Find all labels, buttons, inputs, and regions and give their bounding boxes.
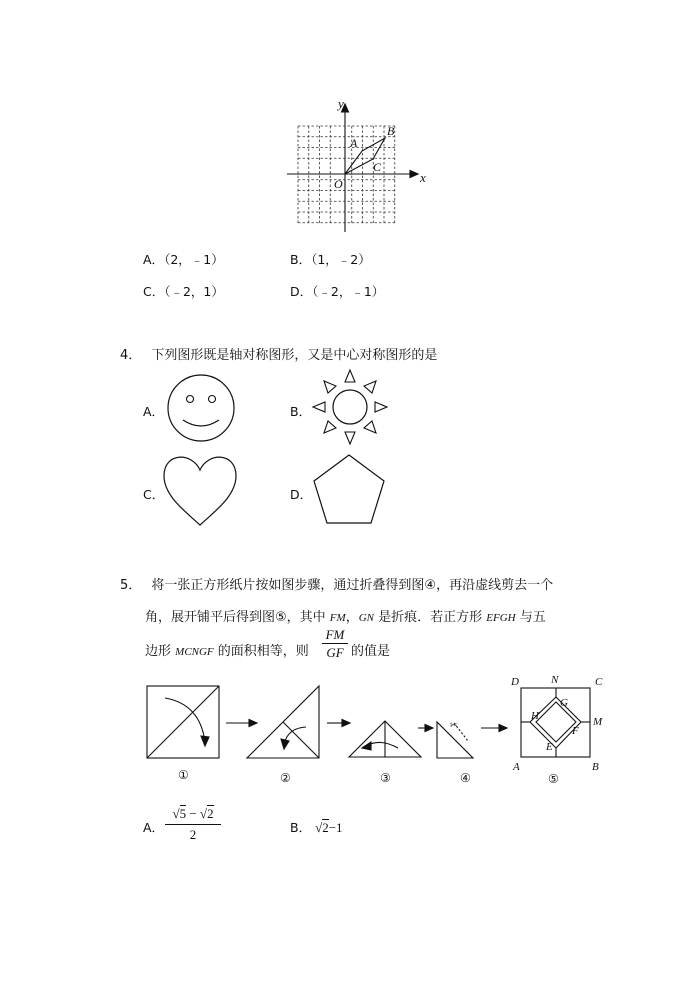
sqrt-icon: √ — [172, 806, 180, 821]
origin-label: O — [334, 177, 343, 191]
fold-step-2 — [247, 686, 319, 758]
label-n: N — [551, 674, 559, 686]
label-h: H — [531, 710, 539, 722]
step-arrow — [226, 720, 257, 727]
q4-option-a-letter[interactable]: A． — [143, 404, 165, 419]
label-c: C — [595, 676, 603, 688]
option-letter: D． — [290, 284, 313, 299]
option-letter: B． — [290, 252, 312, 267]
fraction-denominator: 2 — [189, 827, 197, 842]
label-b: B — [592, 761, 599, 773]
fold-step-5 — [521, 688, 590, 757]
segment-fm: FM — [329, 612, 346, 624]
y-axis-label: y — [338, 96, 344, 111]
question-text: 与五 — [519, 610, 546, 625]
sqrt-icon: √ — [199, 806, 208, 821]
fold-step-1-caption: ① — [178, 768, 189, 782]
option-text: （﹣2，1） — [164, 284, 224, 299]
label-f: F — [572, 725, 579, 737]
fold-step-4-caption: ④ — [460, 771, 471, 785]
option-expression — [315, 819, 342, 835]
point-a-label: A — [350, 136, 358, 150]
square-efgh: EFGH — [486, 612, 516, 624]
option-letter: C． — [143, 284, 165, 299]
label-e: E — [546, 741, 553, 753]
fraction-numerator: FM — [325, 627, 345, 642]
q5-stem-line3-end: 的值是 — [351, 644, 391, 659]
fraction-numerator — [165, 806, 221, 822]
fold-step-3-caption: ③ — [380, 771, 391, 785]
pentagon-mcngf: MCNGF — [175, 646, 214, 658]
point-c-label: C — [373, 160, 382, 174]
q5-option-a-fraction — [165, 806, 221, 842]
question-text: 角，展开铺平后得到图⑤，其中 — [145, 610, 326, 625]
fraction-denominator: GF — [326, 645, 344, 660]
step-arrow — [418, 725, 433, 732]
separator: ， — [345, 610, 359, 625]
radicand: 2 — [207, 806, 214, 821]
radicand: 2 — [322, 820, 329, 835]
q4-option-b-letter[interactable]: B． — [290, 404, 312, 419]
question-text: 下列图形既是轴对称图形，又是中心对称图形的是 — [151, 348, 438, 363]
point-b-label: B — [387, 124, 395, 138]
question-text: 边形 — [145, 644, 172, 659]
question-number: 4． — [120, 348, 142, 363]
q4-option-d-letter[interactable]: D． — [290, 487, 313, 502]
minus-sign: − — [189, 806, 197, 821]
q5-option-b[interactable] — [290, 818, 343, 836]
fold-step-2-caption: ② — [280, 771, 291, 785]
label-g: G — [560, 697, 568, 709]
fold-step-3 — [349, 721, 421, 757]
radicand: 5 — [179, 806, 187, 821]
fold-step-1 — [147, 686, 219, 758]
question-text: 是折痕．若正方形 — [378, 610, 483, 625]
expression-rest: −1 — [328, 820, 343, 835]
option-text: （﹣2，﹣1） — [312, 284, 385, 299]
fold-step-4 — [437, 721, 473, 758]
label-d: D — [511, 676, 519, 688]
step-arrow — [481, 725, 507, 732]
fold-step-5-caption: ⑤ — [548, 772, 559, 786]
segment-gn: GN — [358, 612, 374, 624]
option-text: （1，﹣2） — [311, 252, 371, 267]
fraction-bar — [165, 824, 221, 825]
q4-option-c-letter[interactable]: C． — [143, 487, 165, 502]
step-arrow — [327, 720, 350, 727]
x-axis-label: x — [420, 170, 426, 185]
option-letter: A． — [143, 820, 165, 835]
question-text: 将一张正方形纸片按如图步骤，通过折叠得到图④，再沿虚线剪去一个 — [151, 578, 554, 593]
option-letter: A． — [143, 252, 165, 267]
svg-text:✂: ✂ — [450, 721, 458, 731]
option-text: （2，﹣1） — [164, 252, 224, 267]
sqrt-icon: √ — [315, 820, 323, 835]
question-text: 的面积相等，则 — [217, 644, 309, 659]
q5-option-a[interactable] — [143, 818, 164, 836]
question-number: 5． — [120, 578, 142, 593]
option-letter: B． — [290, 820, 312, 835]
label-m: M — [593, 716, 603, 728]
label-a: A — [513, 761, 520, 773]
